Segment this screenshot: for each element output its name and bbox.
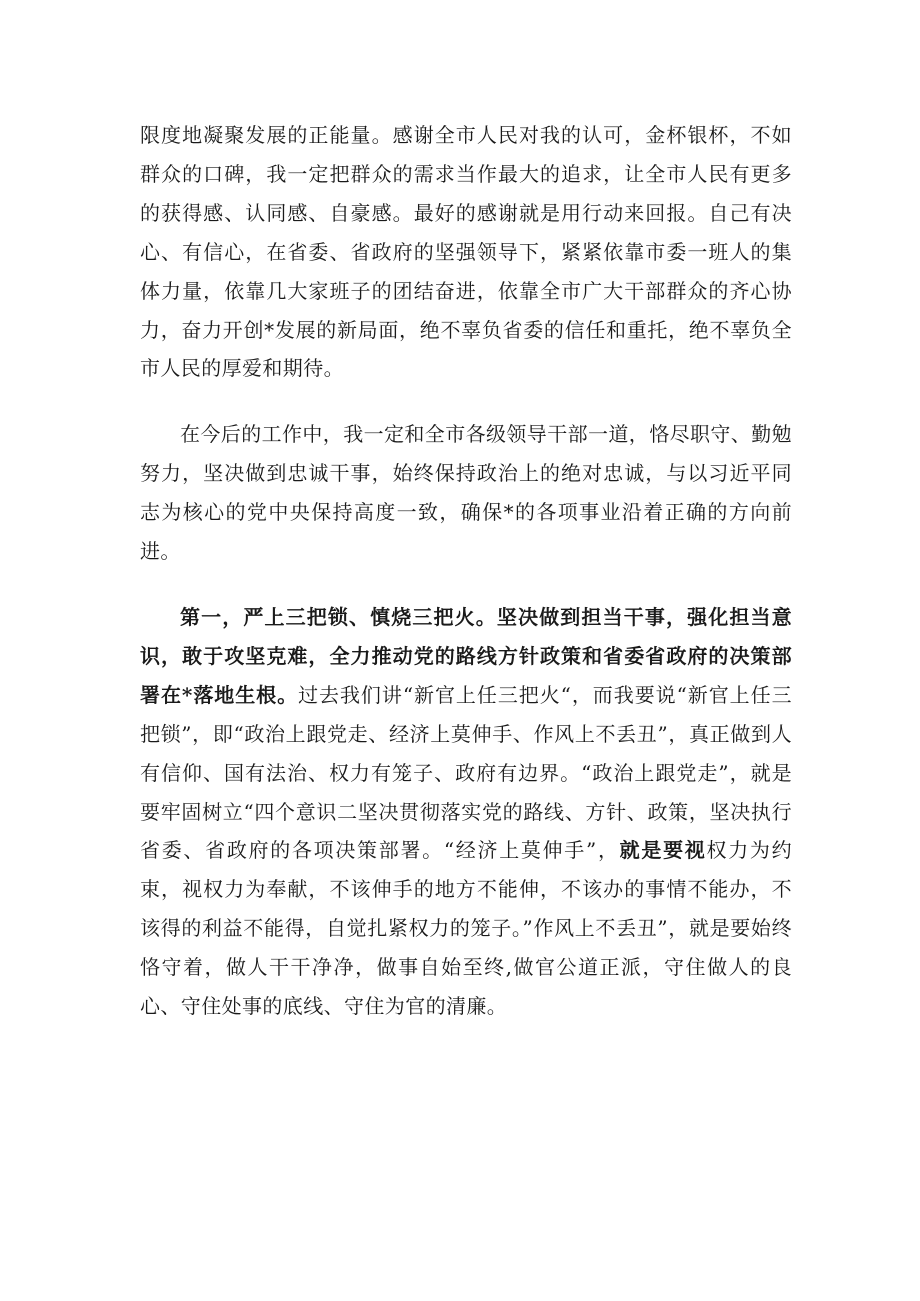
first-point-bold-phrase: 就是要视 [619, 838, 707, 863]
paragraph-first-point [140, 598, 792, 1026]
paragraph-continuation: 限度地凝聚发展的正能量。感谢全市人民对我的认可，金杯银杯，不如群众的口碑，我一定把群众的需求当作最大的追求，让全市人民有更多的获得感、认同感、自豪感。最好的感谢就是用行动来回报。自己有决心、有信心，在省委、省政府的坚强领导下，紧紧依靠市委一班人的集体力量，依靠几大家班子的团结奋进，依靠全市广大干部群众的齐心协力，奋力开创*发展的新局面，绝不辜负省委的信任和重托，绝不辜负全市人民的厚爱和期待。 [140, 123, 792, 381]
first-point-body-b: 权力为约束，视权力为奉献，不该伸手的地方不能伸，不该办的事情不能办，不该得的利益不能得，自觉扎紧权力的笼子。”作风上不丢丑”，就是要始终恪守着，做人干干净净，做事自始至终,做官公道正派，守住做人的良心、守住处事的底线、守住为官的清廉。 [140, 838, 792, 1019]
document-page [140, 116, 792, 1026]
first-point-heading: 第一，严上三把锁、慎烧三把火。坚决做到担当干事，强化担当意识，敢于攻坚克难，全力推动党的路线方针政策和省委省政府的决策部署在*落地生根。 [140, 604, 792, 707]
first-point-body-a: 过去我们讲“新官上任三把火“，而我要说“新官上任三把锁”，即“政治上跟党走、经济上莫伸手、作风上不丢丑”，真正做到人有信仰、国有法治、权力有笼子、政府有边界。“政治上跟党走”，就是要牢固树立“四个意识二坚决贯彻落实党的路线、方针、政策，坚决执行省委、省政府的各项决策部署。“经济上莫伸手”， [140, 682, 792, 863]
paragraph-future-work: 在今后的工作中，我一定和全市各级领导干部一道，恪尽职守、勤勉努力，坚决做到忠诚干事，始终保持政治上的绝对忠诚，与以习近平同志为核心的党中央保持高度一致，确保*的各项事业沿着正确的方向前进。 [140, 422, 792, 564]
